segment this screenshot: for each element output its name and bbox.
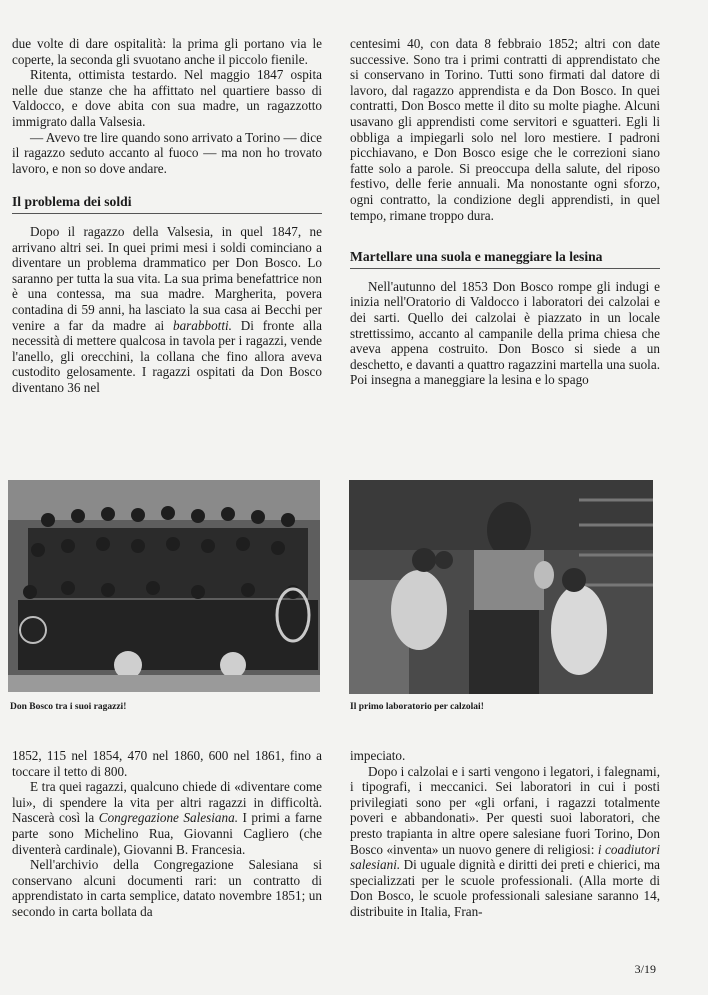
paragraph: Nell'archivio della Congregazione Salesiana si conservano alcuni documenti rari: un contratto di apprendistato in carta semplice, datato novembre 1851; un secondo in carta bollata da: [12, 857, 322, 919]
paragraph: Ritenta, ottimista testardo. Nel maggio 1847 ospita nelle due stanze che ha affittato nel quartiere basso di Valdocco, e dove abita con sua madre, un ragazzotto immigrato dalla Valsesia.: [12, 67, 322, 129]
left-column-bottom: [12, 748, 322, 920]
paragraph: 1852, 115 nel 1854, 470 nel 1860, 600 nel 1861, fino a toccare il tetto di 800.: [12, 748, 322, 779]
paragraph: centesimi 40, con data 8 febbraio 1852; altri con date successive. Sono tra i primi contratti di apprendistato che si conservano in Torino. Tutti sono firmati dal datore di lavoro, dal ragazzo apprendista e da Don Bosco. In quei contratti, Don Bosco mette il dito su molte piaghe. Alcuni usavano gli apprendisti come servitori e sguatteri. Egli li obbliga a impiegarli solo nel loro mestiere. I padroni picchiavano, e Don Bosco esige che le correzioni siano fatte solo a parole. Si preoccupa della salute, del riposo festivo, delle ferie annuali. Ma nonostante ogni sforzo, ogni contratto, la condizione degli apprendisti, in quel tempo, rimane troppo dura.: [350, 36, 660, 223]
photo-caption: Il primo laboratorio per calzolai!: [350, 702, 484, 712]
paragraph: impeciato.: [350, 748, 406, 763]
photo-caption: Don Bosco tra i suoi ragazzi!: [10, 702, 127, 712]
right-column-top: [350, 36, 660, 388]
paragraph: Nell'autunno del 1853 Don Bosco rompe gli indugi e inizia nell'Oratorio di Valdocco i laboratori dei calzolai e dei sarti. Quello dei calzolai è piazzato in un locale strettissimo, accanto al campanile della prima chiesa che aveva appena costruito. Don Bosco si siede a un deschetto, e davanti a quattro ragazzini martella una suola. Poi insegna a maneggiare la lesina e lo spago: [350, 278, 660, 388]
paragraph: — Avevo tre lire quando sono arrivato a Torino — dice il ragazzo seduto accanto al fuoco — ma non ho trovato lavoro, e non so dove andare.: [12, 129, 322, 176]
band-group-photo: [8, 480, 320, 692]
paragraph: due volte di dare ospitalità: la prima gli portano via le coperte, la seconda gli svuotano anche il piccolo fienile.: [12, 36, 322, 67]
paragraph: Dopo i calzolai e i sarti vengono i legatori, i falegnami, i tipografi, i meccanici. Sei laboratori in cui i posti privilegiati sono per «gli orfani, i ragazzi totalmente poveri e abbandonati». Per questi suoi laboratori, che presto trapianta in altre opere salesiane fuori Torino, Don Bosco «inventa» un nuovo genere di religiosi: i coadiutori salesiani. Di uguale dignità e diritti dei preti e chierici, ma specializzati per le scuole professionali. (Alla morte di Don Bosco, le scuole professionali salesiane saranno 14, distribuite in Italia, Fran-: [350, 763, 660, 919]
section-heading: Il problema dei soldi: [12, 194, 322, 214]
right-column-bottom: [350, 748, 660, 920]
cobbler-workshop-photo: [349, 480, 653, 694]
paragraph: E tra quei ragazzi, qualcuno chiede di «diventare come lui», di spendere la vita per altri ragazzi in difficoltà. Nascerà così la Congregazione Salesiana. I primi a farne parte sono Michelino Rua, Giovanni Cagliero (che diventerà cardinale), Giovanni B. Francesia.: [12, 779, 322, 857]
paragraph: Dopo il ragazzo della Valsesia, in quel 1847, ne arrivano altri sei. In quei primi mesi i soldi cominciano a diventare un problema drammatico per Don Bosco. Lo saranno per tutta la sua vita. La sua prima benefattrice non è una contessa, ma sua madre. Margherita, povera contadina di 59 anni, ha lasciato la sua casa ai Becchi per venire a far da madre ai barabbotti. Di fronte alla necessità di mettere qualcosa in tavola per i ragazzi, vende l'anello, gli orecchini, la collana che fino allora aveva custodito gelosamente. I ragazzi ospitati da Don Bosco diventano 36 nel: [12, 223, 322, 395]
section-heading: Martellare una suola e maneggiare la lesina: [350, 249, 660, 269]
left-column-top: [12, 36, 322, 395]
page-number: 3/19: [634, 962, 656, 976]
